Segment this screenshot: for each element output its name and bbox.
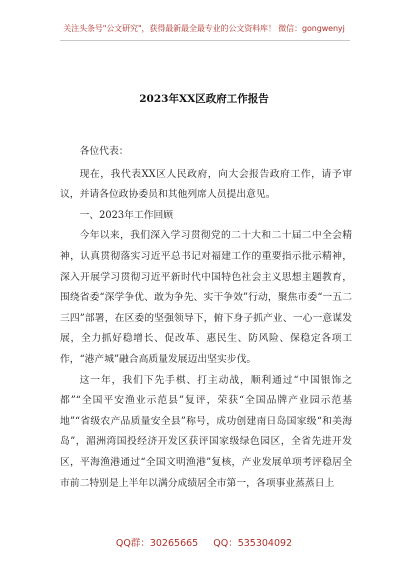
header-banner: 关注头条号"公文研究"，获得最新最全最专业的公文资料库！ 微信：gongwenyj — [63, 24, 345, 33]
footer-qq-group: QQ群：30265665 — [115, 538, 199, 549]
section-heading: 一、2023年工作回顾 — [79, 209, 174, 221]
document-title: 2023年XX区政府工作报告 — [139, 93, 269, 105]
header-divider — [60, 40, 350, 41]
intro-paragraph: 现在，我代表XX区人民政府，向大会报告政府工作，请予审议，并请各位政协委员和其他列席人员提出意见。 — [60, 168, 352, 201]
document-body — [60, 142, 352, 494]
body-paragraph-2: 这一年，我们下先手棋、打主动战，顺利通过“中国银饰之都”“全国平安渔业示范县”复评，荣获“全国品牌产业园示范基地”“省级农产品质量安全县”称号，成功创建南日岛国家级“和美海岛”，湄洲湾国投经济开发区获评国家级绿色园区，全省先进开发区，平海渔港通过“全国文明渔港”复核，产业发展单项考评稳居全市前二特别是上半年以满分成绩居全市第一，各项事业蒸蒸日上 — [60, 374, 352, 489]
footer — [0, 538, 408, 550]
salutation: 各位代表： — [79, 146, 129, 157]
body-paragraph-1: 今年以来，我们深入学习贯彻党的二十大和二十届二中全会精神，认真贯彻落实习近平总书记对福建工作的重要指示批示精神，深入开展学习贯彻习近平新时代中国特色社会主义思想主题教育，围绕省委“深学争优、敢为争先、实干争效”行动，聚焦市委“一五二三四”部署，在区委的坚强领导下，俯下身子抓产业、一心一意谋发展，全力抓好稳增长、促改革、惠民生、防风险、保稳定各项工作，“港产城”融合高质量发展迈出坚实步伐。 — [60, 230, 352, 365]
footer-qq: QQ：535304092 — [213, 538, 293, 549]
